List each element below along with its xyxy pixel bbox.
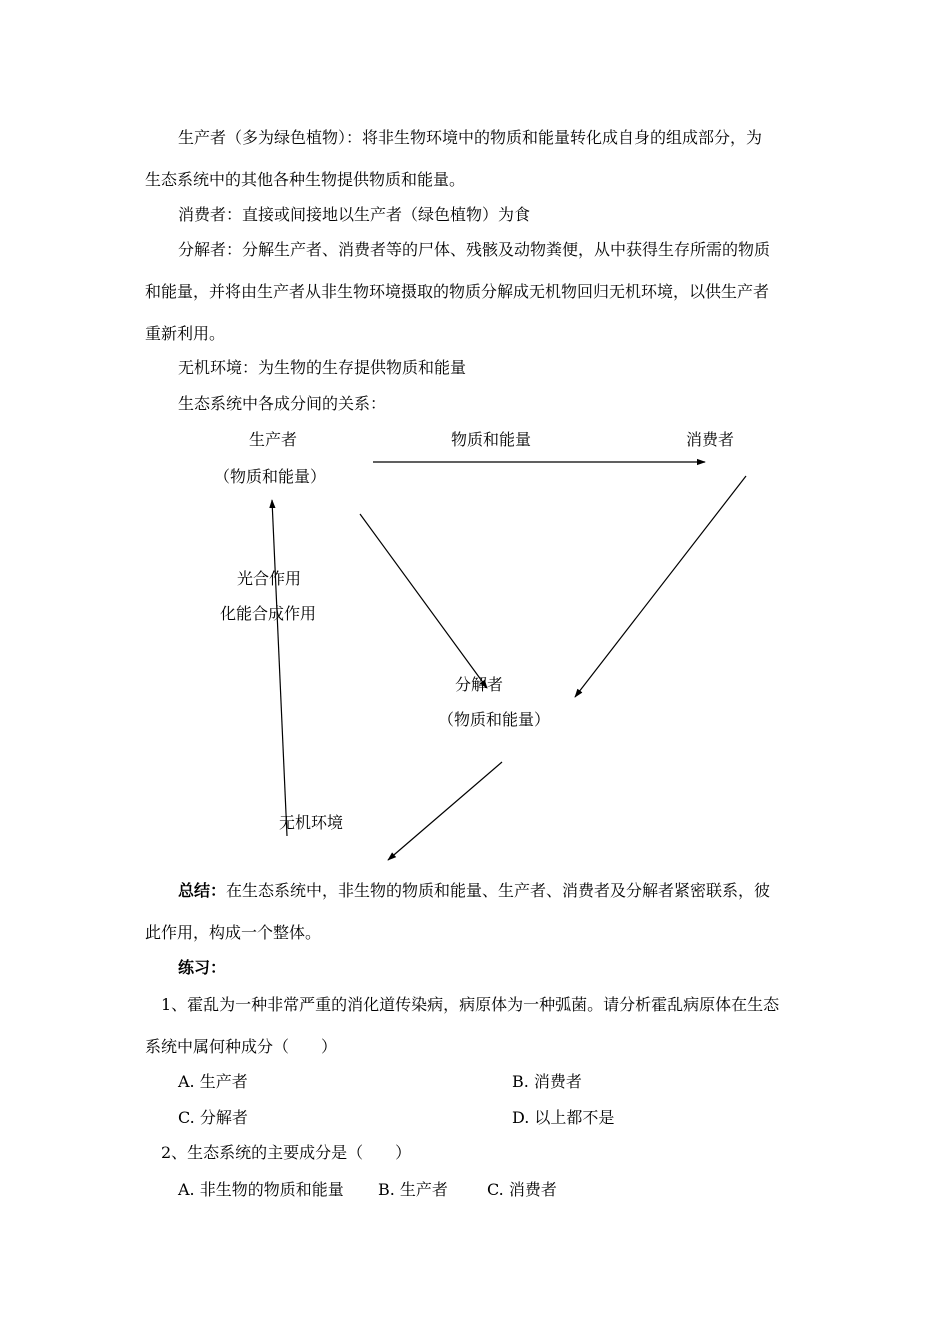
producer-definition-line2: 生态系统中的其他各种生物提供物质和能量。 <box>145 170 466 189</box>
arrow-consumer-to-decomposer <box>575 476 746 697</box>
exercise-heading: 练习： <box>178 958 227 977</box>
question-1-line2: 系统中属何种成分（ ） <box>145 1037 338 1056</box>
question-1-line1: 1、霍乱为一种非常严重的消化道传染病，病原体为一种弧菌。请分析霍乱病原体在生态 <box>161 995 780 1014</box>
q2-option-b: B. 生产者 <box>378 1180 448 1199</box>
decomposer-definition-line2: 和能量，并将由生产者从非生物环境摄取的物质分解成无机物回归无机环境，以供生产者 <box>145 282 770 301</box>
node-producer-sub: （物质和能量） <box>214 467 327 486</box>
node-inorganic-environment: 无机环境 <box>279 813 344 832</box>
q2-option-a: A. 非生物的物质和能量 <box>178 1180 344 1199</box>
summary-line2: 此作用，构成一个整体。 <box>145 923 322 942</box>
relation-intro: 生态系统中各成分间的关系： <box>178 394 387 413</box>
q1-option-a: A. 生产者 <box>178 1072 248 1091</box>
q2-option-c: C. 消费者 <box>487 1180 557 1199</box>
summary-text: 在生态系统中，非生物的物质和能量、生产者、消费者及分解者紧密联系，彼 <box>226 881 771 900</box>
question-2: 2、生态系统的主要成分是（ ） <box>161 1143 412 1162</box>
label-photosynthesis: 光合作用 <box>237 569 302 588</box>
q1-option-b: B. 消费者 <box>512 1072 582 1091</box>
node-decomposer-sub: （物质和能量） <box>438 710 551 729</box>
arrow-label-matter-energy: 物质和能量 <box>451 430 532 449</box>
producer-definition-line1: 生产者（多为绿色植物）：将非生物环境中的物质和能量转化成自身的组成部分，为 <box>178 128 763 147</box>
arrow-producer-to-decomposer <box>360 514 487 688</box>
arrow-decomposer-to-environment <box>388 762 502 860</box>
inorganic-definition: 无机环境：为生物的生存提供物质和能量 <box>178 358 467 377</box>
node-decomposer: 分解者 <box>455 675 504 694</box>
consumer-definition: 消费者：直接或间接地以生产者（绿色植物）为食 <box>178 205 531 224</box>
arrow-environment-to-producer <box>272 500 287 836</box>
q1-option-d: D. 以上都不是 <box>512 1108 615 1127</box>
q1-option-c: C. 分解者 <box>178 1108 248 1127</box>
node-producer: 生产者 <box>249 430 298 449</box>
node-consumer: 消费者 <box>686 430 735 449</box>
decomposer-definition-line1: 分解者：分解生产者、消费者等的尸体、残骸及动物粪便，从中获得生存所需的物质 <box>178 240 771 259</box>
label-chemosynthesis: 化能合成作用 <box>220 604 317 623</box>
summary-label: 总结： <box>178 881 227 900</box>
summary-line1 <box>178 881 770 901</box>
decomposer-definition-line3: 重新利用。 <box>145 324 226 343</box>
